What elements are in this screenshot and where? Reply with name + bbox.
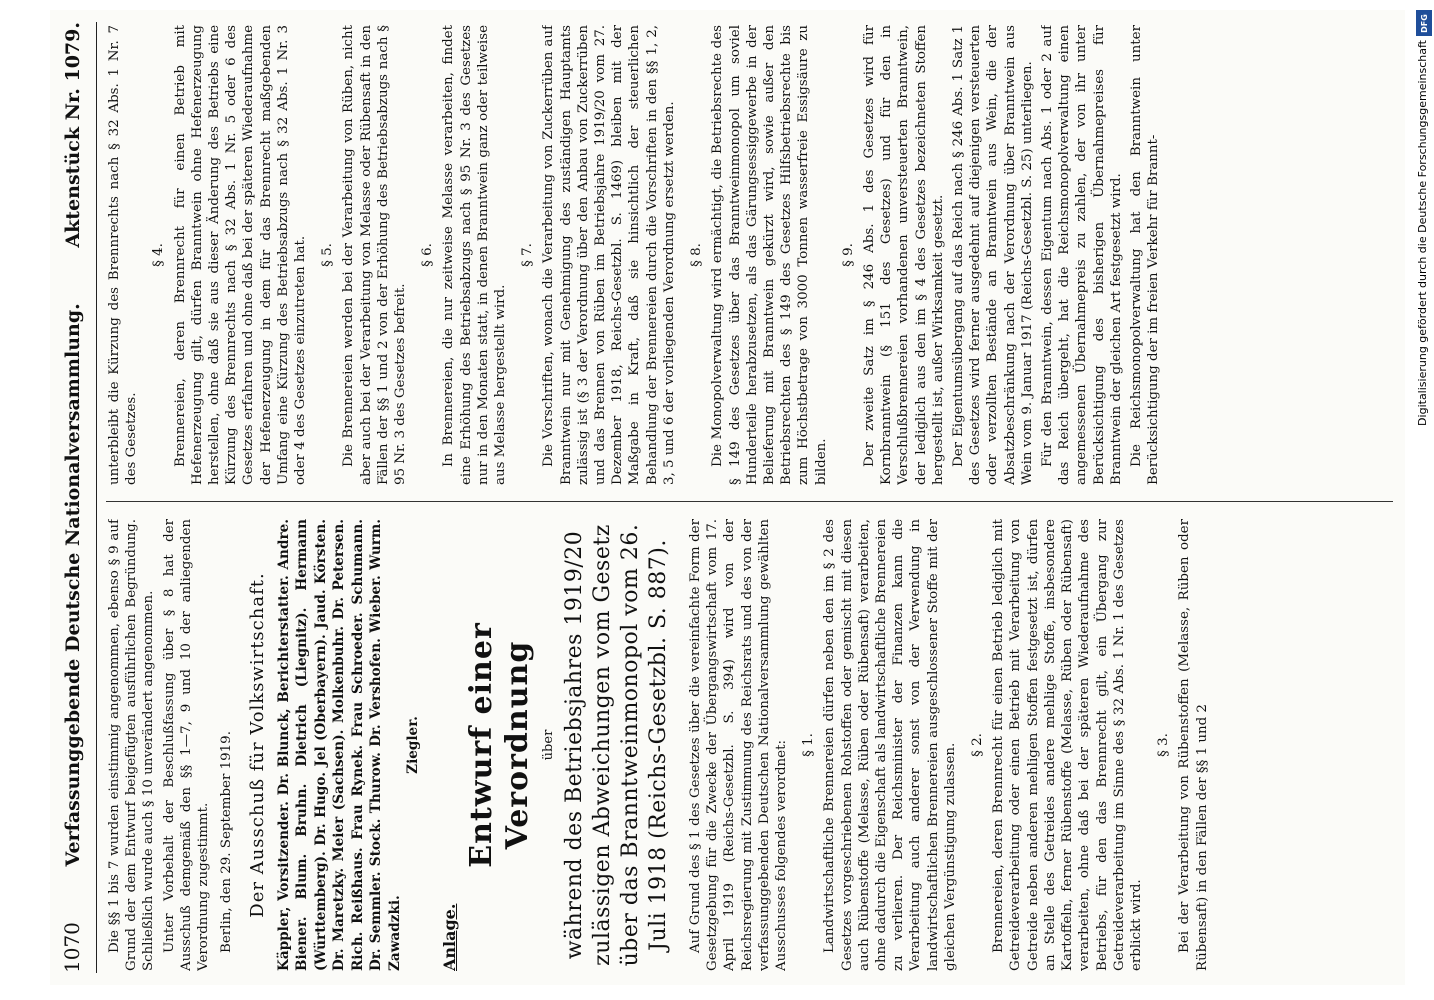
section-text: In Brennereien, die nur zeitweise Melasse verarbeiten, findet eine Erhöhung des Betriebsabzugs nach § 95 Nr. 3 des Gesetzes nur in den Monaten statt, in denen Branntwein ganz oder teilweise aus Melasse hergestellt wird. bbox=[441, 25, 509, 485]
rotated-page-content bbox=[50, 10, 1405, 985]
column-divider bbox=[106, 501, 1393, 502]
section-text: Bei der Verarbeitung von Rübenstoffen (Melasse, Rüben oder Rübensaft) in den Fällen der §§ 1 und 2 bbox=[1177, 519, 1210, 971]
document-number: Aktenstück Nr. 1079. bbox=[62, 22, 84, 248]
committee-members: Käppler, Vorsitzender. Dr. Blunck, Berichterstatter. Andre. Biener. Blum. Bruhn. Dietrich (Liegnitz). Hermann (Württemberg). Dr. Hugo. Jel (Oberbayern). Jaud. Körsten. Dr. Maretzky. Meier (Sachsen). Molkenbuhr. Dr. Petersen. Rich. Reißhaus. Frau Rynek. Frau Schroeder. Schumann. Dr. Semmler. Stock. Thurow. Dr. Vershofen. Wieber. Wurm. Zawadzki. bbox=[275, 519, 403, 971]
left-column bbox=[106, 519, 1395, 971]
scanned-page bbox=[50, 10, 1405, 985]
section-heading: § 9. bbox=[840, 243, 856, 267]
section-heading: § 3. bbox=[1156, 733, 1172, 757]
section-heading: § 7. bbox=[520, 243, 536, 267]
section-heading: § 6. bbox=[420, 243, 436, 267]
dfg-logo bbox=[1416, 10, 1432, 36]
section-heading: § 5. bbox=[320, 243, 336, 267]
document-subtitle: während des Betriebsjahres 1919/20 zulässigen Abweichungen vom Gesetz über das Branntweinmonopol vom 26. Juli 1918 (Reichs-Gesetzbl. S. 887). bbox=[562, 523, 672, 967]
paragraph: Unter Vorbehalt der Beschlußfassung über § 8 hat der Ausschuß demgemäß den §§ 1—7, 9 und 10 der anliegenden Verordnung zugestimmt. bbox=[161, 519, 212, 971]
paragraph: unterbleibt die Kürzung des Brennrechts nach § 32 Abs. 1 Nr. 7 des Gesetzes. bbox=[107, 25, 140, 485]
section-text: Der Eigentumsübergang auf das Reich nach § 246 Abs. 1 Satz 1 des Gesetzes wird ferner ausgedehnt auf diejenigen versteuerten oder verzollten Bestände an Branntwein aus Wein, die der Absatzbeschränkung nach der Verordnung über Branntwein aus Wein vom 9. Januar 1917 (Reichs-Gesetzbl. S. 25) unterliegen. bbox=[950, 25, 1035, 485]
section-text: Die Vorschriften, wonach die Verarbeitung von Zuckerrüben auf Branntwein nur mit Genehmigung des zuständigen Hauptamts zulässig ist (§ 3 der Verordnung über den Anbau von Zuckerrüben und das Brennen von Rüben im Betriebsjahre 1919/20 vom 27. Dezember 1918, Reichs-Gesetzbl. S. 1469) bleiben mit der Maßgabe in Kraft, daß sie hinsichtlich der steuerlichen Behandlung der Brennereien durch die Vorschriften in den §§ 1, 2, 3, 5 und 6 der vorliegenden Verordnung ersetzt werden. bbox=[541, 25, 677, 485]
title-connector: über bbox=[540, 729, 556, 761]
section-text: Die Brennereien werden bei der Verarbeitung von Rüben, nicht aber auch bei der Verarbeitung von Melasse oder Rübensaft in den Fällen der §§ 1 und 2 von der Erhöhung des Betriebsabzugs nach § 95 Nr. 3 des Gesetzes befreit. bbox=[341, 25, 409, 485]
document-title: Entwurf einer Verordnung bbox=[463, 622, 535, 868]
section-heading: § 2. bbox=[970, 733, 986, 757]
header-rule bbox=[96, 22, 97, 973]
digitization-notice-text: Digitalisierung gefördert durch die Deutsche Forschungsgemeinschaft bbox=[1416, 40, 1429, 426]
header-title: Verfassunggebende Deutsche Nationalversammlung. bbox=[62, 303, 84, 867]
right-column bbox=[106, 25, 1395, 485]
annex-label: Anlage. bbox=[439, 903, 459, 971]
section-text: Brennereien, deren Brennrecht für einen Betrieb mit Hefenerzeugung gilt, dürfen Branntwein ohne Hefenerzeugung herstellen, ohne daß sie aus dieser Änderung des Betriebs eine Kürzung des Brennrechts nach § 32 Abs. 1 Nr. 5 oder 6 des Gesetzes erfahren und ohne daß bei der späteren Wiederaufnahme der Hefenerzeugung in dem für das Brennrecht maßgebenden Umfang eine Kürzung des Betriebsabzugs nach § 32 Abs. 1 Nr. 3 oder 4 des Gesetzes einzutreten hat. bbox=[172, 25, 309, 485]
page-header bbox=[60, 22, 94, 973]
section-heading: § 4. bbox=[151, 243, 167, 267]
digitization-notice bbox=[1412, 10, 1434, 990]
section-text: Für den Branntwein, dessen Eigentum nach Abs. 1 oder 2 auf das Reich übergeht, hat die Reichsmonopolverwaltung einen angemessenen Übernahmepreis zu zahlen, der von ihr unter Berücksichtigung des bisherigen Übernahmepreises für Branntwein der gleichen Art festgesetzt wird. bbox=[1039, 25, 1124, 485]
dfg-logo-text: DFG bbox=[1419, 13, 1429, 33]
committee-members-last: Ziegler. bbox=[405, 716, 422, 774]
section-heading: § 8. bbox=[689, 243, 705, 267]
section-text: Brennereien, deren Brennrecht für einen Betrieb lediglich mit Getreideverarbeitung oder einen Betrieb mit Verarbeitung von Getreide neben anderen mehligen Stoffen festgesetzt ist, dürfen an Stelle des Getreides andere mehlige Stoffe, insbesondere Kartoffeln, ferner Rübenstoffe (Melasse, Rüben oder Rübensaft) verarbeiten, ohne daß bei der späteren Wiederaufnahme des Betriebs, für den das Brennrecht gilt, ein Übergang zur Getreideverarbeitung im Sinne des § 32 Abs. 1 Nr. 1 des Gesetzes erblickt wird. bbox=[991, 519, 1144, 971]
section-text: Die Monopolverwaltung wird ermächtigt, die Betriebsrechte des § 149 des Gesetzes über das Branntweinmonopol um soviel Hunderteile herabzusetzen, als das Gärungsessiggewerbe in der Belieferung mit Branntwein gekürzt wird, sowie außer den Betriebsrechten des § 149 des Gesetzes Hilfsbetriebsrechte bis zum Höchstbetrage von 3000 Tonnen wasserfreie Essigsäure zu bilden. bbox=[710, 25, 829, 485]
paragraph: Die §§ 1 bis 7 wurden einstimmig angenommen, ebenso § 9 auf Grund der dem Entwurf beigefügten ausführlichen Begründung. Schließlich wurde auch § 10 unverändert angenommen. bbox=[107, 519, 157, 971]
page-number: 1070 bbox=[60, 922, 84, 973]
preamble: Auf Grund des § 1 des Gesetzes über die vereinfachte Form der Gesetzgebung für die Zwecke der Übergangswirtschaft vom 17. April 1919 (Reichs-Gesetzbl. S. 394) wird von der Reichsregierung mit Zustimmung des Reichsrats und des von der verfassunggebenden Deutschen Nationalversammlung gewählten Ausschusses folgendes verordnet: bbox=[688, 519, 790, 971]
section-text: Landwirtschaftliche Brennereien dürfen neben den im § 2 des Gesetzes vorgeschriebenen Rohstoffen oder gemischt mit diesen auch Rübenstoffe (Melasse, Rüben oder Rübensaft) verarbeiten, ohne dadurch die Eigenschaft als landwirtschaftliche Brennereien zu verlieren. Der Reichsminister der Finanzen kann die Verarbeitung auch anderer sonst von der Verwendung in landwirtschaftlichen Brennereien ausgeschlossener Stoffe mit der gleichen Vergünstigung zulassen. bbox=[822, 519, 958, 971]
committee-heading: Der Ausschuß für Volkswirtschaft. bbox=[247, 572, 269, 918]
section-text: Die Reichsmonopolverwaltung hat den Branntwein unter Berücksichtigung der im freien Verkehr für Brannt- bbox=[1128, 25, 1162, 485]
section-heading: § 1. bbox=[801, 733, 817, 757]
section-text: Der zweite Satz im § 246 Abs. 1 des Gesetzes wird für Kornbranntwein (§ 151 des Gesetzes) und für den in Verschlußbrennereien vorhandenen unversteuerten Branntwein, der lediglich aus den im § 4 des Gesetzes bezeichneten Stoffen hergestellt ist, außer Wirksamkeit gesetzt. bbox=[861, 25, 946, 485]
date-line: Berlin, den 29. September 1919. bbox=[219, 731, 235, 953]
